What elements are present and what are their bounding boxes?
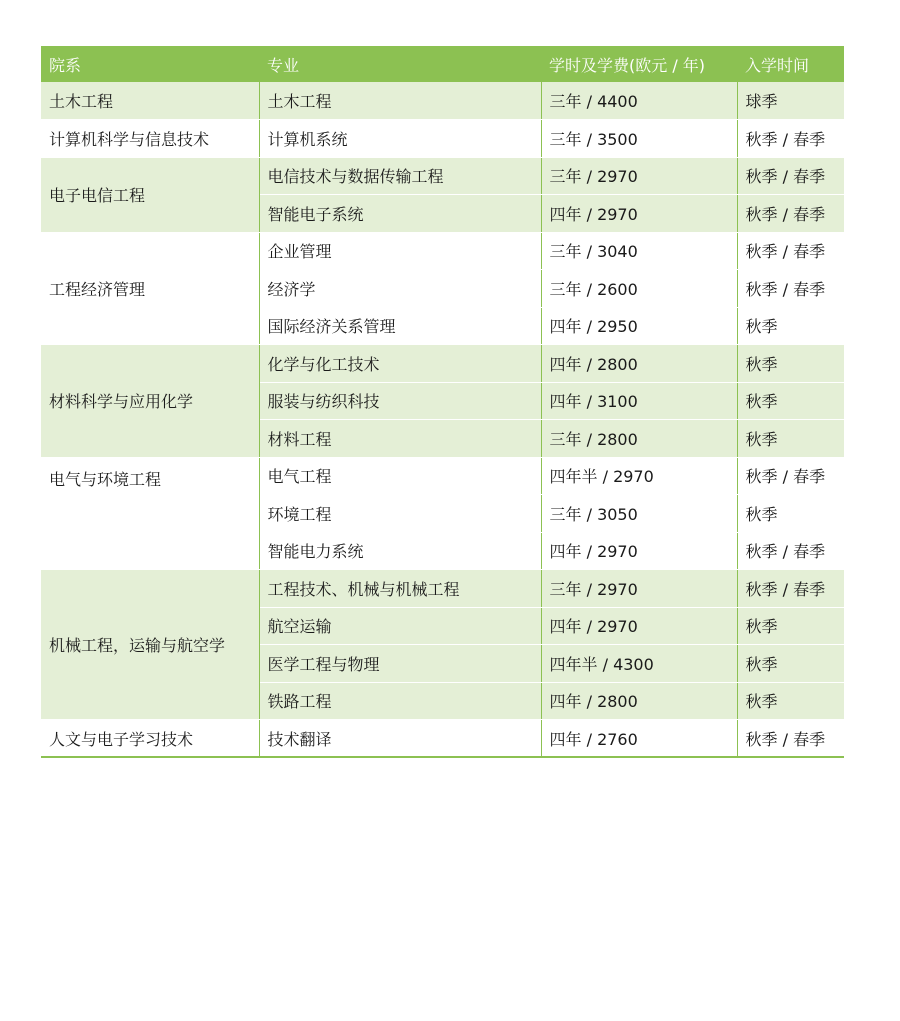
header-intake: 入学时间 [737,46,844,82]
major-cell: 计算机系统 [259,120,541,158]
major-cell: 化学与化工技术 [259,345,541,383]
intake-cell: 秋季 [737,420,844,458]
major-cell: 铁路工程 [259,682,541,720]
major-cell: 电气工程 [259,457,541,495]
duration-fee-cell: 四年 / 2970 [541,195,737,233]
intake-cell: 秋季 [737,382,844,420]
intake-cell: 秋季 / 春季 [737,457,844,495]
intake-cell: 秋季 / 春季 [737,720,844,758]
duration-fee-cell: 四年 / 2800 [541,682,737,720]
table-row [41,720,844,758]
intake-cell: 秋季 [737,307,844,345]
major-cell: 航空运输 [259,607,541,645]
major-cell: 服装与纺织科技 [259,382,541,420]
intake-cell: 秋季 / 春季 [737,270,844,308]
intake-cell: 秋季 [737,607,844,645]
table-row [41,232,844,270]
intake-cell: 秋季 / 春季 [737,570,844,608]
duration-fee-cell: 四年半 / 2970 [541,457,737,495]
duration-fee-cell: 三年 / 2800 [541,420,737,458]
intake-cell: 秋季 / 春季 [737,157,844,195]
major-cell: 智能电子系统 [259,195,541,233]
table-header [41,46,844,82]
duration-fee-cell: 四年 / 2970 [541,532,737,570]
major-cell: 技术翻译 [259,720,541,758]
major-cell: 医学工程与物理 [259,645,541,683]
header-major: 专业 [259,46,541,82]
duration-fee-cell: 四年 / 2970 [541,607,737,645]
duration-fee-cell: 四年 / 2760 [541,720,737,758]
table-row [41,157,844,195]
duration-fee-cell: 四年半 / 4300 [541,645,737,683]
duration-fee-cell: 三年 / 2600 [541,270,737,308]
table-row [41,82,844,120]
table-body [41,82,844,757]
header-row [41,46,844,82]
department-cell: 机械工程，运输与航空学 [41,570,259,720]
intake-cell: 秋季 / 春季 [737,195,844,233]
duration-fee-cell: 三年 / 4400 [541,82,737,120]
table-row [41,570,844,608]
major-cell: 电信技术与数据传输工程 [259,157,541,195]
duration-fee-cell: 三年 / 2970 [541,570,737,608]
major-cell: 国际经济关系管理 [259,307,541,345]
major-cell: 材料工程 [259,420,541,458]
duration-fee-cell: 三年 / 3040 [541,232,737,270]
intake-cell: 秋季 [737,345,844,383]
department-cell: 土木工程 [41,82,259,120]
department-cell: 电子电信工程 [41,157,259,232]
major-cell: 环境工程 [259,495,541,533]
major-cell: 企业管理 [259,232,541,270]
programs-table [41,46,844,758]
intake-cell: 秋季 [737,495,844,533]
department-cell: 计算机科学与信息技术 [41,120,259,158]
intake-cell: 球季 [737,82,844,120]
department-cell: 工程经济管理 [41,232,259,345]
table-row [41,457,844,495]
major-cell: 工程技术、机械与机械工程 [259,570,541,608]
major-cell: 经济学 [259,270,541,308]
table-row [41,345,844,383]
major-cell: 智能电力系统 [259,532,541,570]
department-cell: 人文与电子学习技术 [41,720,259,758]
duration-fee-cell: 三年 / 3500 [541,120,737,158]
department-cell: 电气与环境工程 [41,457,259,570]
department-cell: 材料科学与应用化学 [41,345,259,458]
intake-cell: 秋季 / 春季 [737,120,844,158]
duration-fee-cell: 四年 / 2950 [541,307,737,345]
header-duration-fee: 学时及学费(欧元 / 年) [541,46,737,82]
intake-cell: 秋季 / 春季 [737,532,844,570]
duration-fee-cell: 三年 / 2970 [541,157,737,195]
intake-cell: 秋季 / 春季 [737,232,844,270]
header-department: 院系 [41,46,259,82]
intake-cell: 秋季 [737,682,844,720]
major-cell: 土木工程 [259,82,541,120]
duration-fee-cell: 四年 / 3100 [541,382,737,420]
intake-cell: 秋季 [737,645,844,683]
duration-fee-cell: 三年 / 3050 [541,495,737,533]
table-row [41,120,844,158]
duration-fee-cell: 四年 / 2800 [541,345,737,383]
